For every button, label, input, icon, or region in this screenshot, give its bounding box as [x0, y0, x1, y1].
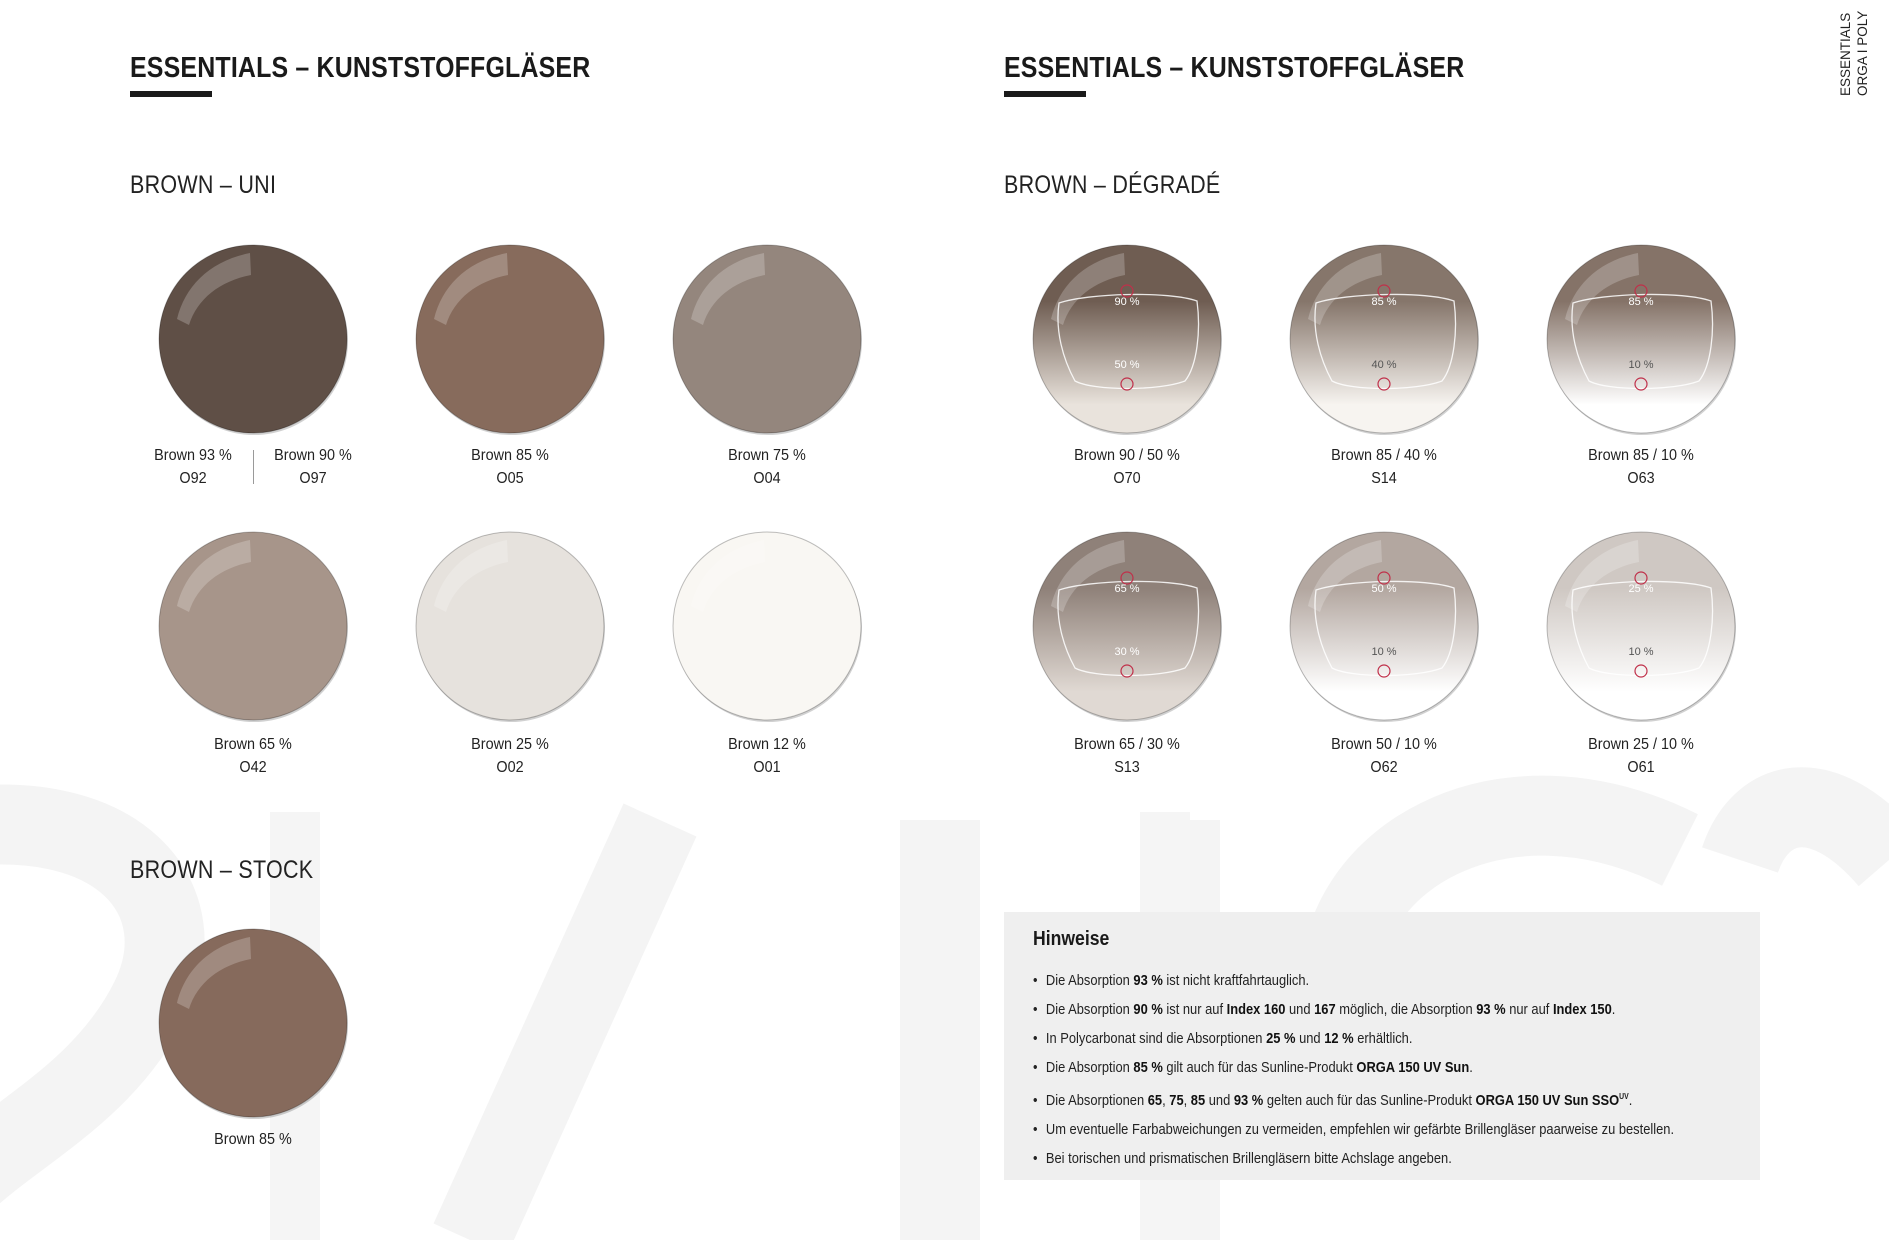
section-title-brown-uni: BROWN – UNI	[130, 171, 277, 199]
gradient-lens-1-bottom-pct: 50 %	[1114, 359, 1140, 371]
gradient-lens-6	[1543, 528, 1739, 724]
gradient-lens-2-name: Brown 85 / 40 %	[1331, 447, 1437, 464]
gradient-lens-6-bottom-pct: 10 %	[1628, 646, 1654, 658]
notes-list	[1033, 966, 1753, 1173]
side-label-line1: ESSENTIALS	[1838, 12, 1853, 96]
gradient-lens-4-bottom-pct: 30 %	[1114, 646, 1140, 658]
gradient-lens-5	[1286, 528, 1482, 724]
gradient-lens-5-name: Brown 50 / 10 %	[1331, 736, 1437, 753]
gradient-lens-4	[1029, 528, 1225, 724]
uni-lens-1-a-code: O92	[179, 470, 207, 487]
gradient-lens-3-code: O63	[1627, 470, 1655, 487]
uni-lens-3-code: O04	[753, 470, 781, 487]
gradient-lens-1-name: Brown 90 / 50 %	[1074, 447, 1180, 464]
right-title-underline	[1004, 91, 1086, 97]
gradient-lens-5-bottom-pct: 10 %	[1371, 646, 1397, 658]
uni-lens-1-a-name: Brown 93 %	[154, 447, 232, 464]
side-label	[1837, 10, 1877, 96]
gradient-lens-1-top-pct: 90 %	[1114, 296, 1140, 308]
uni-lens-4-name: Brown 65 %	[214, 736, 292, 753]
section-title-brown-degrade: BROWN – DÉGRADÉ	[1004, 171, 1221, 199]
uni-lens-1-b-name: Brown 90 %	[274, 447, 352, 464]
uni-lens-6	[669, 528, 865, 724]
uni-lens-4	[155, 528, 351, 724]
uni-lens-4-code: O42	[239, 759, 267, 776]
note-item: • Die Absorption 93 % ist nicht kraftfahrtauglich.	[1033, 966, 1652, 995]
uni-lens-6-code: O01	[753, 759, 781, 776]
section-title-brown-stock: BROWN – STOCK	[130, 856, 314, 884]
uni-lens-3-name: Brown 75 %	[728, 447, 806, 464]
note-item: • Die Absorption 90 % ist nur auf Index 160 und 167 möglich, die Absorption 93 % nur auf Index 150.	[1033, 995, 1652, 1024]
uni-lens-5-name: Brown 25 %	[471, 736, 549, 753]
caption-divider	[253, 450, 254, 484]
gradient-lens-5-code: O62	[1370, 759, 1398, 776]
gradient-lens-2-code: S14	[1371, 470, 1397, 487]
gradient-lens-3-bottom-pct: 10 %	[1628, 359, 1654, 371]
gradient-lens-6-code: O61	[1627, 759, 1655, 776]
gradient-lens-4-top-pct: 65 %	[1114, 583, 1140, 595]
gradient-lens-1	[1029, 241, 1225, 437]
note-item: • Die Absorptionen 65, 75, 85 und 93 % gelten auch für das Sunline-Produkt ORGA 150 UV Sun $SSO^{UV}$.	[1033, 1082, 1652, 1115]
notes-title: Hinweise	[1033, 928, 1110, 950]
gradient-lens-1-code: O70	[1113, 470, 1141, 487]
uni-lens-3	[669, 241, 865, 437]
left-title-underline	[130, 91, 212, 97]
notes-box	[1004, 912, 1760, 1180]
gradient-lens-2-bottom-pct: 40 %	[1371, 359, 1397, 371]
uni-lens-5-code: O02	[496, 759, 524, 776]
left-page-title: ESSENTIALS – KUNSTSTOFFGLÄSER	[130, 52, 591, 84]
gradient-lens-3	[1543, 241, 1739, 437]
uni-lens-1-b-code: O97	[299, 470, 327, 487]
uni-lens-2-code: O05	[496, 470, 524, 487]
uni-lens-5	[412, 528, 608, 724]
right-page-title: ESSENTIALS – KUNSTSTOFFGLÄSER	[1004, 52, 1465, 84]
note-item: • In Polycarbonat sind die Absorptionen 25 % und 12 % erhältlich.	[1033, 1024, 1652, 1053]
gradient-lens-4-name: Brown 65 / 30 %	[1074, 736, 1180, 753]
stock-lens-1-name: Brown 85 %	[214, 1131, 292, 1148]
note-item: • Die Absorption 85 % gilt auch für das Sunline-Produkt ORGA 150 UV Sun.	[1033, 1053, 1652, 1082]
gradient-lens-6-name: Brown 25 / 10 %	[1588, 736, 1694, 753]
gradient-lens-3-name: Brown 85 / 10 %	[1588, 447, 1694, 464]
side-label-line2: ORGA I POLY	[1855, 10, 1870, 96]
gradient-lens-3-top-pct: 85 %	[1628, 296, 1654, 308]
stock-lens-1	[155, 925, 351, 1121]
gradient-lens-5-top-pct: 50 %	[1371, 583, 1397, 595]
gradient-lens-6-top-pct: 25 %	[1628, 583, 1654, 595]
gradient-lens-2	[1286, 241, 1482, 437]
uni-lens-1	[155, 241, 351, 437]
uni-lens-2-name: Brown 85 %	[471, 447, 549, 464]
note-item: • Bei torischen und prismatischen Brillengläsern bitte Achslage angeben.	[1033, 1144, 1652, 1173]
uni-lens-6-name: Brown 12 %	[728, 736, 806, 753]
uni-lens-2	[412, 241, 608, 437]
gradient-lens-2-top-pct: 85 %	[1371, 296, 1397, 308]
gradient-lens-4-code: S13	[1114, 759, 1140, 776]
note-item: • Um eventuelle Farbabweichungen zu vermeiden, empfehlen wir gefärbte Brillengläser paarweise zu bestellen.	[1033, 1115, 1652, 1144]
